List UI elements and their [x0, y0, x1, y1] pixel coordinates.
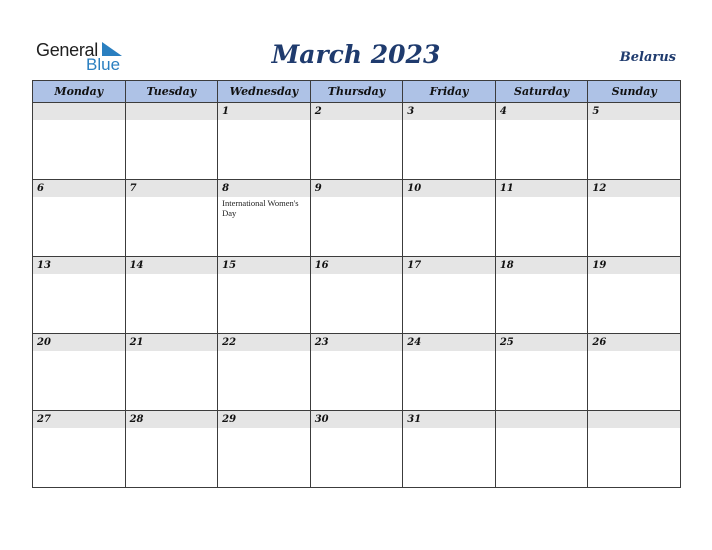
day-cell	[403, 257, 496, 334]
day-number: 31	[403, 411, 495, 428]
day-number	[496, 411, 588, 428]
day-cell	[218, 334, 311, 411]
day-number: 12	[588, 180, 680, 197]
day-number: 11	[496, 180, 588, 197]
day-number: 19	[588, 257, 680, 274]
day-number: 7	[126, 180, 218, 197]
day-number: 3	[403, 103, 495, 120]
week-row	[33, 411, 681, 488]
day-number: 27	[33, 411, 125, 428]
day-number: 2	[311, 103, 403, 120]
weekday-header: Tuesday	[125, 81, 218, 103]
day-number: 17	[403, 257, 495, 274]
day-cell	[125, 257, 218, 334]
day-number: 4	[496, 103, 588, 120]
day-number: 20	[33, 334, 125, 351]
day-number: 30	[311, 411, 403, 428]
day-cell	[125, 103, 218, 180]
day-cell	[218, 411, 311, 488]
week-row	[33, 180, 681, 257]
day-cell	[125, 411, 218, 488]
day-cell	[218, 103, 311, 180]
week-row	[33, 257, 681, 334]
day-number: 26	[588, 334, 680, 351]
day-number: 1	[218, 103, 310, 120]
day-cell	[495, 103, 588, 180]
day-number	[33, 103, 125, 120]
day-number: 16	[311, 257, 403, 274]
day-number: 28	[126, 411, 218, 428]
day-number: 25	[496, 334, 588, 351]
day-cell	[588, 257, 681, 334]
day-cell	[310, 180, 403, 257]
day-cell	[310, 334, 403, 411]
day-cell	[495, 257, 588, 334]
day-number: 13	[33, 257, 125, 274]
holiday-event: International Women's Day	[222, 198, 299, 218]
day-cell	[218, 257, 311, 334]
weekday-header-row	[33, 81, 681, 103]
day-number: 9	[311, 180, 403, 197]
day-cell	[125, 334, 218, 411]
day-number: 18	[496, 257, 588, 274]
logo-text-general: General	[36, 40, 98, 60]
day-number: 24	[403, 334, 495, 351]
day-number: 22	[218, 334, 310, 351]
day-cell	[588, 411, 681, 488]
day-cell	[403, 334, 496, 411]
weekday-header: Sunday	[588, 81, 681, 103]
day-number	[126, 103, 218, 120]
day-cell	[33, 411, 126, 488]
day-cell	[33, 103, 126, 180]
weekday-header: Saturday	[495, 81, 588, 103]
country-label: Belarus	[619, 50, 676, 65]
day-cell	[495, 180, 588, 257]
day-cell	[588, 103, 681, 180]
day-cell	[495, 334, 588, 411]
weekday-header: Friday	[403, 81, 496, 103]
calendar-grid	[32, 80, 681, 488]
day-number: 8	[218, 180, 310, 197]
day-cell	[33, 334, 126, 411]
day-number: 29	[218, 411, 310, 428]
day-number	[588, 411, 680, 428]
day-cell	[310, 257, 403, 334]
week-row	[33, 103, 681, 180]
day-cell	[588, 180, 681, 257]
day-cell	[310, 103, 403, 180]
day-number: 6	[33, 180, 125, 197]
day-cell	[588, 334, 681, 411]
weekday-header: Thursday	[310, 81, 403, 103]
day-cell	[403, 180, 496, 257]
day-cell	[403, 103, 496, 180]
calendar-title: March 2023	[271, 40, 441, 69]
day-cell	[33, 180, 126, 257]
day-cell	[218, 180, 311, 257]
day-cell	[310, 411, 403, 488]
day-cell	[33, 257, 126, 334]
day-cell	[403, 411, 496, 488]
day-number: 15	[218, 257, 310, 274]
day-number: 21	[126, 334, 218, 351]
day-cell	[125, 180, 218, 257]
week-row	[33, 334, 681, 411]
weekday-header: Monday	[33, 81, 126, 103]
logo-text-blue: Blue	[86, 55, 121, 74]
day-number: 10	[403, 180, 495, 197]
day-number: 5	[588, 103, 680, 120]
day-cell	[495, 411, 588, 488]
day-number: 23	[311, 334, 403, 351]
day-number: 14	[126, 257, 218, 274]
weekday-header: Wednesday	[218, 81, 311, 103]
